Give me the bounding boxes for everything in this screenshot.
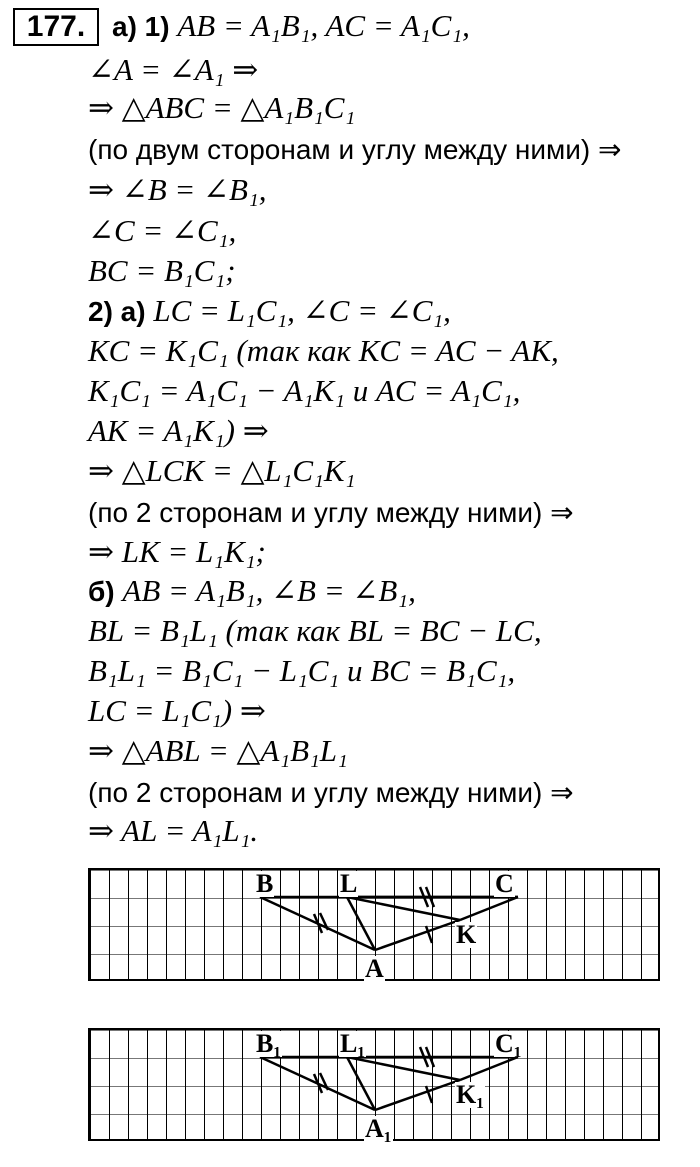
- point-b1-label: B₁: [256, 1029, 282, 1058]
- point-l-label: L: [340, 869, 358, 898]
- point-a1-label: A₁: [365, 1114, 392, 1143]
- line-7: BC = B₁C₁;: [88, 253, 236, 288]
- point-b-label: B: [256, 869, 274, 898]
- line-1: а) 1) AB = A₁B₁, AC = A₁C₁,: [112, 8, 470, 43]
- line-3: ⇒ △ABC = △A₁B₁C₁: [88, 90, 356, 125]
- line-6: ∠C = ∠C₁,: [88, 213, 237, 248]
- line-2: ∠A = ∠A₁ ⇒: [88, 52, 259, 87]
- line-14: ⇒ LK = L₁K₁;: [88, 534, 266, 569]
- point-a-label: A: [365, 954, 384, 983]
- line-11: AK = A₁K₁) ⇒: [88, 413, 269, 448]
- line-19: ⇒ △ABL = △A₁B₁L₁: [88, 733, 348, 768]
- figure-triangle-abc: [88, 868, 660, 981]
- line-10: K₁C₁ = A₁C₁ − A₁K₁ и AC = A₁C₁,: [88, 373, 521, 408]
- line-21: ⇒ AL = A₁L₁.: [88, 813, 259, 848]
- problem-number: 177.: [13, 8, 99, 46]
- line-17: B₁L₁ = B₁C₁ − L₁C₁ и BC = B₁C₁,: [88, 653, 516, 688]
- line-8: 2) а) LC = L₁C₁, ∠C = ∠C₁,: [88, 293, 451, 328]
- line-12: ⇒ △LCK = △L₁C₁K₁: [88, 453, 356, 488]
- line-4: (по двум сторонам и углу между ними) ⇒: [88, 134, 622, 165]
- line-13: (по 2 сторонам и углу между ними) ⇒: [88, 497, 574, 528]
- point-k1-label: K₁: [456, 1080, 485, 1109]
- line-18: LC = L₁C₁) ⇒: [88, 693, 266, 728]
- line-5: ⇒ ∠B = ∠B₁,: [88, 172, 267, 207]
- point-l1-label: L₁: [340, 1029, 366, 1058]
- line-9: KC = K₁C₁ (так как KC = AC − AK,: [88, 333, 559, 368]
- line-20: (по 2 сторонам и углу между ними) ⇒: [88, 777, 574, 808]
- point-c-label: C: [495, 869, 514, 898]
- line-16: BL = B₁L₁ (так как BL = BC − LC,: [88, 613, 542, 648]
- line-15: б) AB = A₁B₁, ∠B = ∠B₁,: [88, 573, 416, 608]
- point-k-label: K: [456, 920, 477, 949]
- figure-triangle-a1b1c1: [88, 1028, 660, 1141]
- point-c1-label: C₁: [495, 1029, 522, 1058]
